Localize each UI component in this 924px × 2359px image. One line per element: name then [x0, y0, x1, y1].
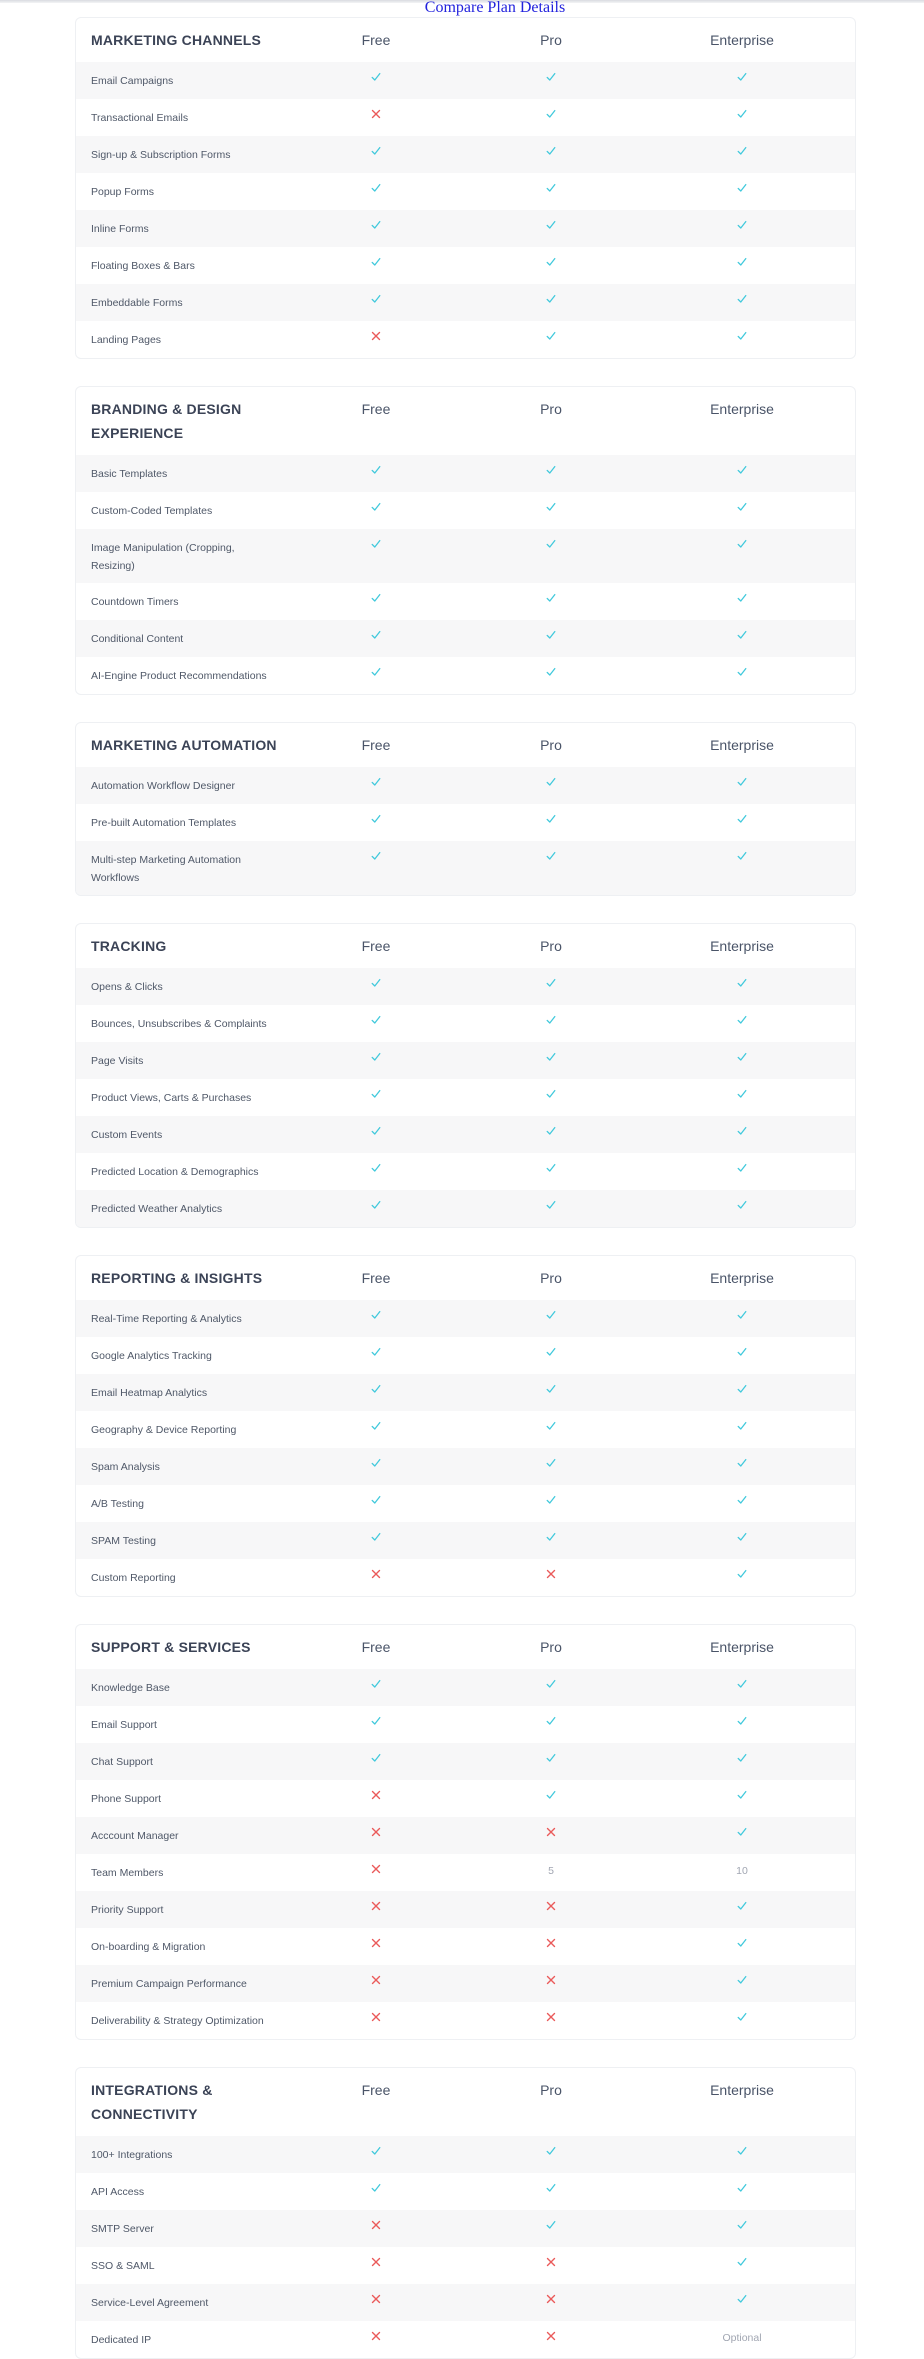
cross-icon [296, 1854, 456, 1880]
check-icon [646, 1005, 838, 1031]
feature-label: Basic Templates [91, 468, 168, 480]
plan-value: 10 [736, 1865, 748, 1877]
check-icon [646, 136, 838, 162]
table-row [76, 657, 855, 694]
table-row [76, 1522, 855, 1559]
plan-header-free: Free [361, 737, 391, 753]
cross-icon [296, 1928, 456, 1954]
cross-icon [456, 2321, 646, 2347]
check-icon [456, 1005, 646, 1031]
check-icon [296, 1079, 456, 1105]
table-row [76, 1743, 855, 1780]
feature-label: SSO & SAML [91, 2260, 155, 2272]
table-row [76, 1153, 855, 1190]
check-icon [456, 1448, 646, 1474]
cross-icon [456, 2002, 646, 2028]
comparison-section [75, 1624, 856, 2040]
feature-label: Phone Support [91, 1793, 162, 1805]
feature-label: Service-Level Agreement [91, 2297, 209, 2309]
table-row [76, 2173, 855, 2210]
table-row [76, 1190, 855, 1227]
check-icon [646, 455, 838, 481]
section-header [76, 387, 855, 455]
plan-header-pro: Pro [540, 401, 562, 417]
feature-label: Knowledge Base [91, 1682, 170, 1694]
check-icon [646, 1706, 838, 1732]
table-row [76, 1005, 855, 1042]
cross-icon [296, 2321, 456, 2347]
plan-header-free: Free [361, 2082, 391, 2098]
check-icon [456, 1485, 646, 1511]
table-row [76, 804, 855, 841]
check-icon [646, 284, 838, 310]
check-icon [296, 657, 456, 683]
feature-label: Dedicated IP [91, 2334, 152, 2346]
table-row [76, 2321, 855, 2358]
check-icon [456, 1190, 646, 1216]
table-row [76, 2284, 855, 2321]
table-row [76, 583, 855, 620]
table-row [76, 1042, 855, 1079]
plan-header-pro: Pro [540, 2082, 562, 2098]
table-row [76, 492, 855, 529]
check-icon [456, 767, 646, 793]
check-icon [296, 583, 456, 609]
feature-label: Page Visits [91, 1055, 144, 1067]
table-row [76, 1706, 855, 1743]
comparison-section [75, 722, 856, 896]
check-icon [646, 1780, 838, 1806]
cross-icon [456, 2284, 646, 2310]
check-icon [646, 1411, 838, 1437]
feature-label: Team Members [91, 1867, 164, 1879]
check-icon [296, 1374, 456, 1400]
check-icon [646, 1337, 838, 1363]
table-row [76, 1965, 855, 2002]
table-row [76, 2247, 855, 2284]
check-icon [456, 492, 646, 518]
table-row [76, 1337, 855, 1374]
feature-label: Transactional Emails [91, 112, 189, 124]
check-icon [646, 1300, 838, 1326]
cross-icon [296, 2284, 456, 2310]
check-icon [296, 804, 456, 830]
check-icon [646, 1559, 838, 1585]
cross-icon [456, 1817, 646, 1843]
check-icon [456, 529, 646, 555]
check-icon [456, 1116, 646, 1142]
feature-label: Countdown Timers [91, 596, 179, 608]
cross-icon [296, 99, 456, 125]
check-icon [296, 1190, 456, 1216]
section-header [76, 1625, 855, 1669]
check-icon [456, 455, 646, 481]
comparison-section [75, 17, 856, 359]
check-icon [296, 62, 456, 88]
plan-header-pro: Pro [540, 938, 562, 954]
table-row [76, 2210, 855, 2247]
feature-label: Inline Forms [91, 223, 149, 235]
feature-label: Image Manipulation (Cropping, Resizing) [91, 542, 235, 572]
plan-header-enterprise: Enterprise [710, 737, 774, 753]
feature-label: Chat Support [91, 1756, 153, 1768]
feature-label: Product Views, Carts & Purchases [91, 1092, 252, 1104]
plan-header-enterprise: Enterprise [710, 938, 774, 954]
feature-label: Custom-Coded Templates [91, 505, 213, 517]
plan-value: Optional [722, 2332, 762, 2344]
section-title: MARKETING CHANNELS [91, 32, 262, 48]
feature-label: Real-Time Reporting & Analytics [91, 1313, 242, 1325]
feature-label: Custom Reporting [91, 1572, 176, 1584]
check-icon [456, 1780, 646, 1806]
check-icon [296, 1153, 456, 1179]
cross-icon [456, 1965, 646, 1991]
check-icon [296, 1743, 456, 1769]
feature-label: Predicted Weather Analytics [91, 1203, 223, 1215]
feature-label: Sign-up & Subscription Forms [91, 149, 231, 161]
check-icon [646, 2173, 838, 2199]
feature-label: 100+ Integrations [91, 2149, 173, 2161]
check-icon [646, 583, 838, 609]
check-icon [646, 1891, 838, 1917]
feature-label: Acccount Manager [91, 1830, 179, 1842]
check-icon [456, 284, 646, 310]
feature-label: Email Support [91, 1719, 157, 1731]
check-icon [646, 2247, 838, 2273]
check-icon [456, 804, 646, 830]
check-icon [456, 1079, 646, 1105]
feature-label: Pre-built Automation Templates [91, 817, 237, 829]
check-icon [456, 1669, 646, 1695]
check-icon [646, 804, 838, 830]
check-icon [296, 1669, 456, 1695]
check-icon [296, 968, 456, 994]
check-icon [296, 1448, 456, 1474]
feature-label: Predicted Location & Demographics [91, 1166, 259, 1178]
check-icon [646, 173, 838, 199]
check-icon [646, 2136, 838, 2162]
feature-label: Conditional Content [91, 633, 184, 645]
check-icon [646, 1042, 838, 1068]
table-row [76, 529, 855, 583]
feature-label: Automation Workflow Designer [91, 780, 235, 792]
check-icon [646, 2284, 838, 2310]
table-row [76, 767, 855, 804]
check-icon [456, 173, 646, 199]
check-icon [456, 968, 646, 994]
check-icon [646, 2210, 838, 2236]
check-icon [646, 620, 838, 646]
feature-label: Landing Pages [91, 334, 162, 346]
check-icon [296, 1005, 456, 1031]
table-row [76, 99, 855, 136]
check-icon [456, 210, 646, 236]
check-icon [456, 1337, 646, 1363]
feature-label: Geography & Device Reporting [91, 1424, 237, 1436]
check-icon [456, 1042, 646, 1068]
feature-label: SPAM Testing [91, 1535, 156, 1547]
plan-header-pro: Pro [540, 32, 562, 48]
check-icon [456, 657, 646, 683]
table-row [76, 284, 855, 321]
section-title: REPORTING & INSIGHTS [91, 1270, 263, 1286]
section-header [76, 2068, 855, 2136]
feature-label: SMTP Server [91, 2223, 154, 2235]
feature-label: Email Campaigns [91, 75, 174, 87]
plan-comparison-tables [75, 17, 856, 2359]
section-header [76, 1256, 855, 1300]
feature-label: Spam Analysis [91, 1461, 160, 1473]
feature-label: Premium Campaign Performance [91, 1978, 247, 1990]
table-row [76, 62, 855, 99]
check-icon [296, 1411, 456, 1437]
table-row [76, 1928, 855, 1965]
check-icon [646, 1965, 838, 1991]
comparison-section [75, 923, 856, 1228]
check-icon [296, 767, 456, 793]
table-row [76, 2136, 855, 2173]
plan-header-enterprise: Enterprise [710, 32, 774, 48]
feature-label: Floating Boxes & Bars [91, 260, 195, 272]
check-icon [646, 1743, 838, 1769]
check-icon [296, 1337, 456, 1363]
check-icon [646, 1153, 838, 1179]
check-icon [646, 1485, 838, 1511]
check-icon [646, 321, 838, 347]
check-icon [456, 2136, 646, 2162]
feature-label: On-boarding & Migration [91, 1941, 206, 1953]
check-icon [296, 136, 456, 162]
check-icon [456, 1411, 646, 1437]
comparison-section [75, 1255, 856, 1597]
cross-icon [296, 1891, 456, 1917]
section-header [76, 18, 855, 62]
plan-header-enterprise: Enterprise [710, 401, 774, 417]
check-icon [456, 1153, 646, 1179]
table-row [76, 2002, 855, 2039]
check-icon [296, 1706, 456, 1732]
table-row [76, 968, 855, 1005]
section-title: BRANDING & DESIGN EXPERIENCE [91, 401, 242, 441]
feature-label: Custom Events [91, 1129, 163, 1141]
plan-header-pro: Pro [540, 1639, 562, 1655]
check-icon [456, 2210, 646, 2236]
check-icon [296, 529, 456, 555]
table-row [76, 1116, 855, 1153]
section-title: TRACKING [91, 938, 167, 954]
check-icon [456, 1743, 646, 1769]
page-title: Compare Plan Details [424, 0, 566, 16]
table-row [76, 620, 855, 657]
plan-header-free: Free [361, 938, 391, 954]
feature-label: Opens & Clicks [91, 981, 163, 993]
check-icon [646, 968, 838, 994]
check-icon [296, 2136, 456, 2162]
check-icon [296, 620, 456, 646]
check-icon [296, 1300, 456, 1326]
check-icon [646, 99, 838, 125]
table-row [76, 321, 855, 358]
feature-label: Email Heatmap Analytics [91, 1387, 208, 1399]
check-icon [456, 1300, 646, 1326]
check-icon [296, 1042, 456, 1068]
cross-icon [456, 2247, 646, 2273]
cross-icon [296, 1559, 456, 1585]
cross-icon [456, 1928, 646, 1954]
plan-header-free: Free [361, 1639, 391, 1655]
table-row [76, 1300, 855, 1337]
comparison-section [75, 2067, 856, 2359]
check-icon [296, 1522, 456, 1548]
table-row [76, 136, 855, 173]
table-row [76, 210, 855, 247]
check-icon [296, 455, 456, 481]
table-row [76, 1079, 855, 1116]
plan-header-enterprise: Enterprise [710, 2082, 774, 2098]
check-icon [646, 247, 838, 273]
check-icon [456, 136, 646, 162]
section-header [76, 924, 855, 968]
check-icon [646, 1079, 838, 1105]
check-icon [296, 841, 456, 867]
check-icon [296, 492, 456, 518]
check-icon [646, 62, 838, 88]
section-title: INTEGRATIONS & CONNECTIVITY [91, 2082, 213, 2122]
table-row [76, 1854, 855, 1891]
check-icon [646, 1817, 838, 1843]
check-icon [456, 620, 646, 646]
feature-label: A/B Testing [91, 1498, 144, 1510]
section-title: SUPPORT & SERVICES [91, 1639, 251, 1655]
table-row [76, 1559, 855, 1596]
check-icon [296, 1485, 456, 1511]
cross-icon [296, 2210, 456, 2236]
check-icon [296, 173, 456, 199]
check-icon [646, 2002, 838, 2028]
plan-header-free: Free [361, 32, 391, 48]
feature-label: AI-Engine Product Recommendations [91, 670, 267, 682]
check-icon [646, 1522, 838, 1548]
check-icon [646, 1448, 838, 1474]
cross-icon [296, 2002, 456, 2028]
check-icon [646, 210, 838, 236]
cross-icon [296, 1965, 456, 1991]
feature-label: Deliverability & Strategy Optimization [91, 2015, 264, 2027]
table-row [76, 247, 855, 284]
section-header [76, 723, 855, 767]
check-icon [646, 767, 838, 793]
table-row [76, 841, 855, 895]
check-icon [456, 247, 646, 273]
check-icon [456, 841, 646, 867]
check-icon [456, 321, 646, 347]
plan-value: 5 [548, 1865, 554, 1877]
plan-header-free: Free [361, 401, 391, 417]
plan-header-enterprise: Enterprise [710, 1639, 774, 1655]
cross-icon [456, 1559, 646, 1585]
check-icon [646, 492, 838, 518]
table-row [76, 173, 855, 210]
cross-icon [296, 321, 456, 347]
feature-label: Multi-step Marketing Automation Workflows [91, 854, 241, 884]
plan-header-free: Free [361, 1270, 391, 1286]
table-row [76, 455, 855, 492]
check-icon [646, 1374, 838, 1400]
cross-icon [296, 1817, 456, 1843]
check-icon [456, 583, 646, 609]
comparison-section [75, 386, 856, 695]
table-row [76, 1817, 855, 1854]
table-row [76, 1411, 855, 1448]
check-icon [296, 1116, 456, 1142]
check-icon [296, 2173, 456, 2199]
check-icon [456, 62, 646, 88]
cross-icon [296, 2247, 456, 2273]
table-row [76, 1485, 855, 1522]
check-icon [646, 657, 838, 683]
check-icon [456, 2173, 646, 2199]
check-icon [456, 1374, 646, 1400]
plan-header-enterprise: Enterprise [710, 1270, 774, 1286]
feature-label: Embeddable Forms [91, 297, 183, 309]
plan-header-pro: Pro [540, 737, 562, 753]
check-icon [296, 284, 456, 310]
check-icon [646, 1190, 838, 1216]
feature-label: Bounces, Unsubscribes & Complaints [91, 1018, 267, 1030]
check-icon [646, 529, 838, 555]
table-row [76, 1448, 855, 1485]
check-icon [296, 210, 456, 236]
feature-label: Google Analytics Tracking [91, 1350, 212, 1362]
cross-icon [456, 1891, 646, 1917]
check-icon [456, 1706, 646, 1732]
check-icon [456, 1522, 646, 1548]
check-icon [296, 247, 456, 273]
check-icon [646, 1928, 838, 1954]
section-title: MARKETING AUTOMATION [91, 737, 277, 753]
table-row [76, 1891, 855, 1928]
feature-label: Priority Support [91, 1904, 164, 1916]
plan-header-pro: Pro [540, 1270, 562, 1286]
feature-label: Popup Forms [91, 186, 155, 198]
feature-label: API Access [91, 2186, 145, 2198]
table-row [76, 1780, 855, 1817]
cross-icon [296, 1780, 456, 1806]
check-icon [646, 1669, 838, 1695]
check-icon [646, 1116, 838, 1142]
table-row [76, 1669, 855, 1706]
check-icon [646, 841, 838, 867]
check-icon [456, 99, 646, 125]
table-row [76, 1374, 855, 1411]
